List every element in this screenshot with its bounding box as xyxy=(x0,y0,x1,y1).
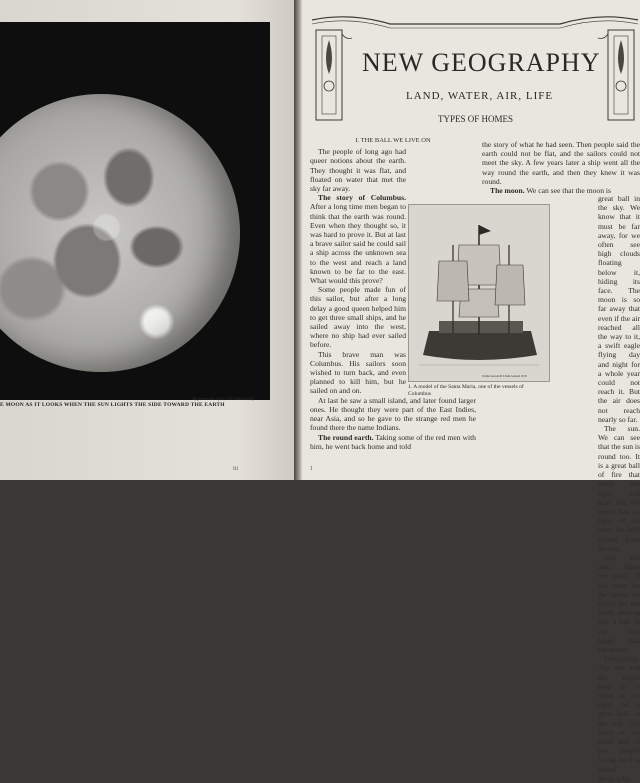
paragraph: The sun. We can see that the sun is round too. It is a great ball of fire that sends out light and heat. But the moon has no light of its own. Its light comes from the sun. xyxy=(598,424,640,553)
ship-credit: Underwood & Underwood, N.Y. xyxy=(482,374,527,378)
moon-photograph xyxy=(0,22,270,400)
paragraph: great ball in the sky. We know that it must be far away, for we often see high clouds floating below it, hiding its face. The moon is so far away that even if the air reached all the way to it, a swift eagle flying day and night for a whole year could not reach it. But the air does not reach nearly so far. xyxy=(598,194,640,424)
paragraph: Geography. The sun and the moon help us to think of the earth as a great ball in the sky. The story of the earth and of the people living on it is called geography. xyxy=(598,654,640,783)
paragraph: The moon. We can see that the moon is xyxy=(490,186,611,196)
right-page xyxy=(302,0,640,783)
section-heading: I. THE BALL WE LIVE ON xyxy=(355,137,431,144)
paragraph: The round earth. Taking some of the red men with him, he went back home and told xyxy=(310,432,476,451)
section-types: TYPES OF HOMES xyxy=(438,114,514,124)
paragraph: This brave man was Columbus. His sailors soon wished to turn back, and even planned to kill him, but he sailed on and on. xyxy=(310,349,406,396)
paragraph: The people of long ago had queer notions about the earth. They thought it was flat, and floated on water that met the sky far away. xyxy=(310,147,406,194)
paragraph: At last he saw a small island, and later found larger ones. He thought they were part of the East Indies, near Asia, and so he gave to the strange red men he found there the name Indians. xyxy=(310,395,476,433)
paragraph: the story of what he had seen. Then people said the earth could not be flat, and the sailors could not meet the sky. A few years later a ship went all the way round the earth, and then they knew it was round. xyxy=(482,140,640,186)
book-title: NEW GEOGRAPHY xyxy=(362,48,601,77)
book-gutter xyxy=(294,0,302,480)
right-page-number: 1 xyxy=(310,466,313,472)
paragraph: The sun also lights our earth. If we were on the moon we could see the earth shining like a ball in the sky, larger than the moon. xyxy=(598,552,640,654)
paragraph: Some people made fun of this sailor, but after a long delay a good queen helped him to get three small ships, and he sailed away into the west, where no ship had ever sailed before. xyxy=(310,285,406,350)
left-page-number: iii xyxy=(233,466,239,472)
moon-column xyxy=(598,194,640,783)
left-page xyxy=(0,0,294,480)
photo-credit: By permission of the Lick Observatory xyxy=(192,396,254,401)
moon-image xyxy=(0,94,240,372)
text-column-2 xyxy=(482,140,640,195)
moon-caption: E MOON AS IT LOOKS WHEN THE SUN LIGHTS THE SIDE TOWARD THE EARTH xyxy=(0,402,225,408)
paragraph: The story of Columbus. After a long time men began to think that the earth was round. Even when they thought so, it was hard to prove it. But at last a brave sailor said he could sail a ship across the unknown sea to the west and reach a land known to be far to the east. What would this prove? xyxy=(310,193,406,286)
book-subtitle: LAND, WATER, AIR, LIFE xyxy=(406,90,554,102)
ship-caption: 1. A model of the Santa Maria, one of the vessels of Columbus xyxy=(408,384,524,397)
ship-drawing xyxy=(409,205,549,381)
ship-illustration xyxy=(408,204,550,382)
